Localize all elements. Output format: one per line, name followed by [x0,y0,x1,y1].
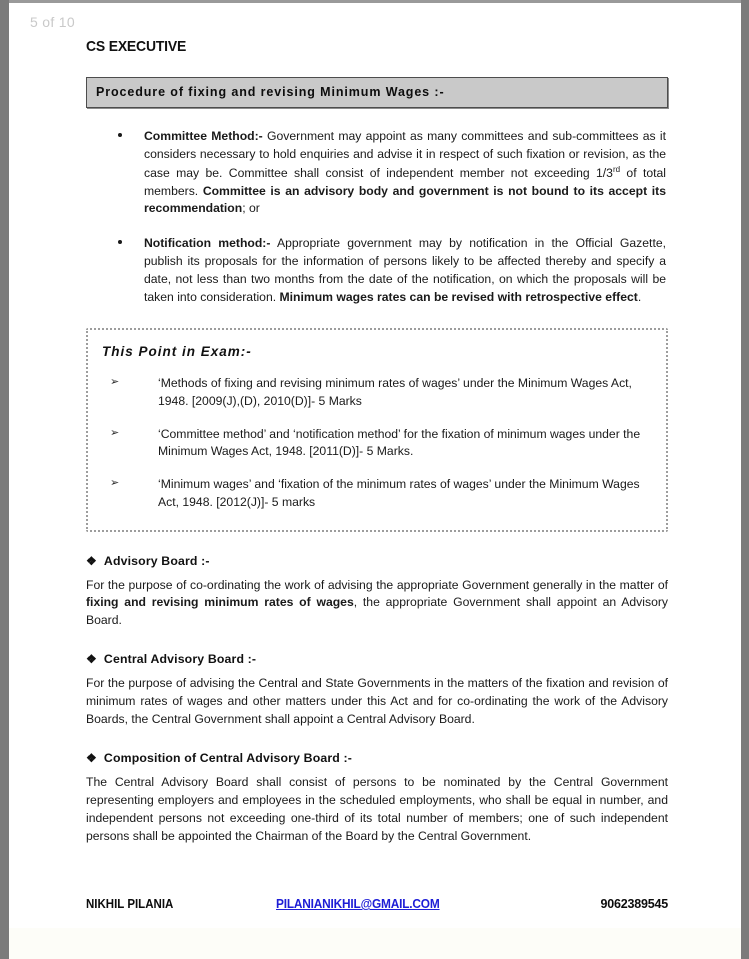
bullet-dot-icon [118,240,122,244]
list-item [102,426,652,461]
section-body-bold: fixing and revising minimum rates of wages [86,595,354,610]
list-item-text-3: ; or [242,201,260,216]
section-body-text: For the purpose of co-ordinating the work of advising the appropriate Government generally in the matter of [86,577,668,592]
diamond-bullet-icon: ❖ [86,652,97,667]
list-item-label: Committee Method:- [144,129,263,143]
exam-callout-box [86,328,668,531]
section-heading-bar-label: Procedure of fixing and revising Minimum Wages :- [96,85,445,99]
list-item-text-2: of total members. [144,165,666,198]
list-item-bold-tail: Minimum wages rates can be revised with retrospective effect [279,289,638,304]
list-item [102,476,652,511]
section-body [86,577,668,631]
footer-email-link[interactable]: PILANIANIKHIL@GMAIL.COM [275,897,440,911]
diamond-bullet-icon: ❖ [86,553,97,568]
footer-phone-number: 9062389545 [600,897,668,911]
scan-edge-left [0,0,9,959]
list-item-text: Government may appoint as many committees and sub-committees as it considers necessary to hold enquiries and advise it in respect of such fixation or revision, as the case may be. Committee shall consist of independent member not exceeding 1/3 [144,129,666,180]
arrow-bullet-icon: ➢ [110,426,120,439]
exam-item-text: ‘Committee method’ and ‘notification method’ for the fixation of minimum wages under the Minimum Wages Act, 1948. [2011(D)]- 5 Marks. [158,426,641,459]
page-indicator: 5 of 10 [30,14,75,30]
list-item-label: Notification method:- [144,236,271,251]
scan-edge-right [741,0,749,959]
section-advisory-board [86,554,668,631]
exam-item-text: ‘Methods of fixing and revising minimum rates of wages’ under the Minimum Wages Act, 1948. [2009(J),(D), 2010(D)]- 5 Marks [158,376,632,409]
section-heading [86,652,668,666]
arrow-bullet-icon: ➢ [110,477,120,490]
list-item-text: Appropriate government may by notification in the Official Gazette, publish its proposals for the information of persons likely to be affected thereby and specify a date, not less than two months from the date of the notification, on which the proposals will be taken into consideration. [144,236,666,304]
section-central-advisory-board [86,652,668,729]
diamond-bullet-icon: ❖ [86,751,97,766]
section-heading [86,751,668,765]
section-heading-label: Advisory Board :- [103,553,210,568]
list-item [102,375,652,410]
page-footer [86,897,668,911]
document-content [86,38,668,846]
section-body-text-2: , the appropriate Government shall appoint an Advisory Board. [86,595,668,628]
list-item [86,235,668,306]
section-heading-label: Central Advisory Board :- [103,652,257,667]
list-item-superscript: rd [612,164,621,174]
page-bottom-band [9,928,741,959]
section-composition-central-advisory-board [86,751,668,846]
page-title: CS EXECUTIVE [86,38,187,55]
section-heading [86,554,668,568]
exam-callout-title: This Point in Exam:- [102,344,252,360]
footer-author-name: NIKHIL PILANIA [86,897,174,911]
section-body: For the purpose of advising the Central and State Governments in the matters of the fixation and revision of minimum rates of wages and other matters under this Act and for co-ordinating the work of the Advisory Boards, the Central Government shall appoint a Central Advisory Board. [86,676,668,727]
method-bullet-list [86,128,668,306]
scan-edge-top [9,0,741,3]
list-item-bold-tail: Committee is an advisory body and government is not bound to its accept its recommendation [144,183,666,216]
list-item-text-3: . [637,289,642,304]
section-heading-label: Composition of Central Advisory Board :- [103,751,352,766]
section-body: The Central Advisory Board shall consist of persons to be nominated by the Central Government representing employers and employees in the scheduled employments, who shall be equal in number, and independent persons not exceeding one-third of its total number of members; one of such independent persons shall be appointed the Chairman of the Board by the Central Government. [86,775,668,843]
bullet-dot-icon [118,133,122,137]
exam-item-text: ‘Minimum wages’ and ‘fixation of the minimum rates of wages’ under the Minimum Wages Act, 1948. [2012(J)]- 5 marks [158,477,640,509]
arrow-bullet-icon: ➢ [110,376,120,389]
list-item [86,128,668,218]
section-heading-bar [86,77,668,108]
